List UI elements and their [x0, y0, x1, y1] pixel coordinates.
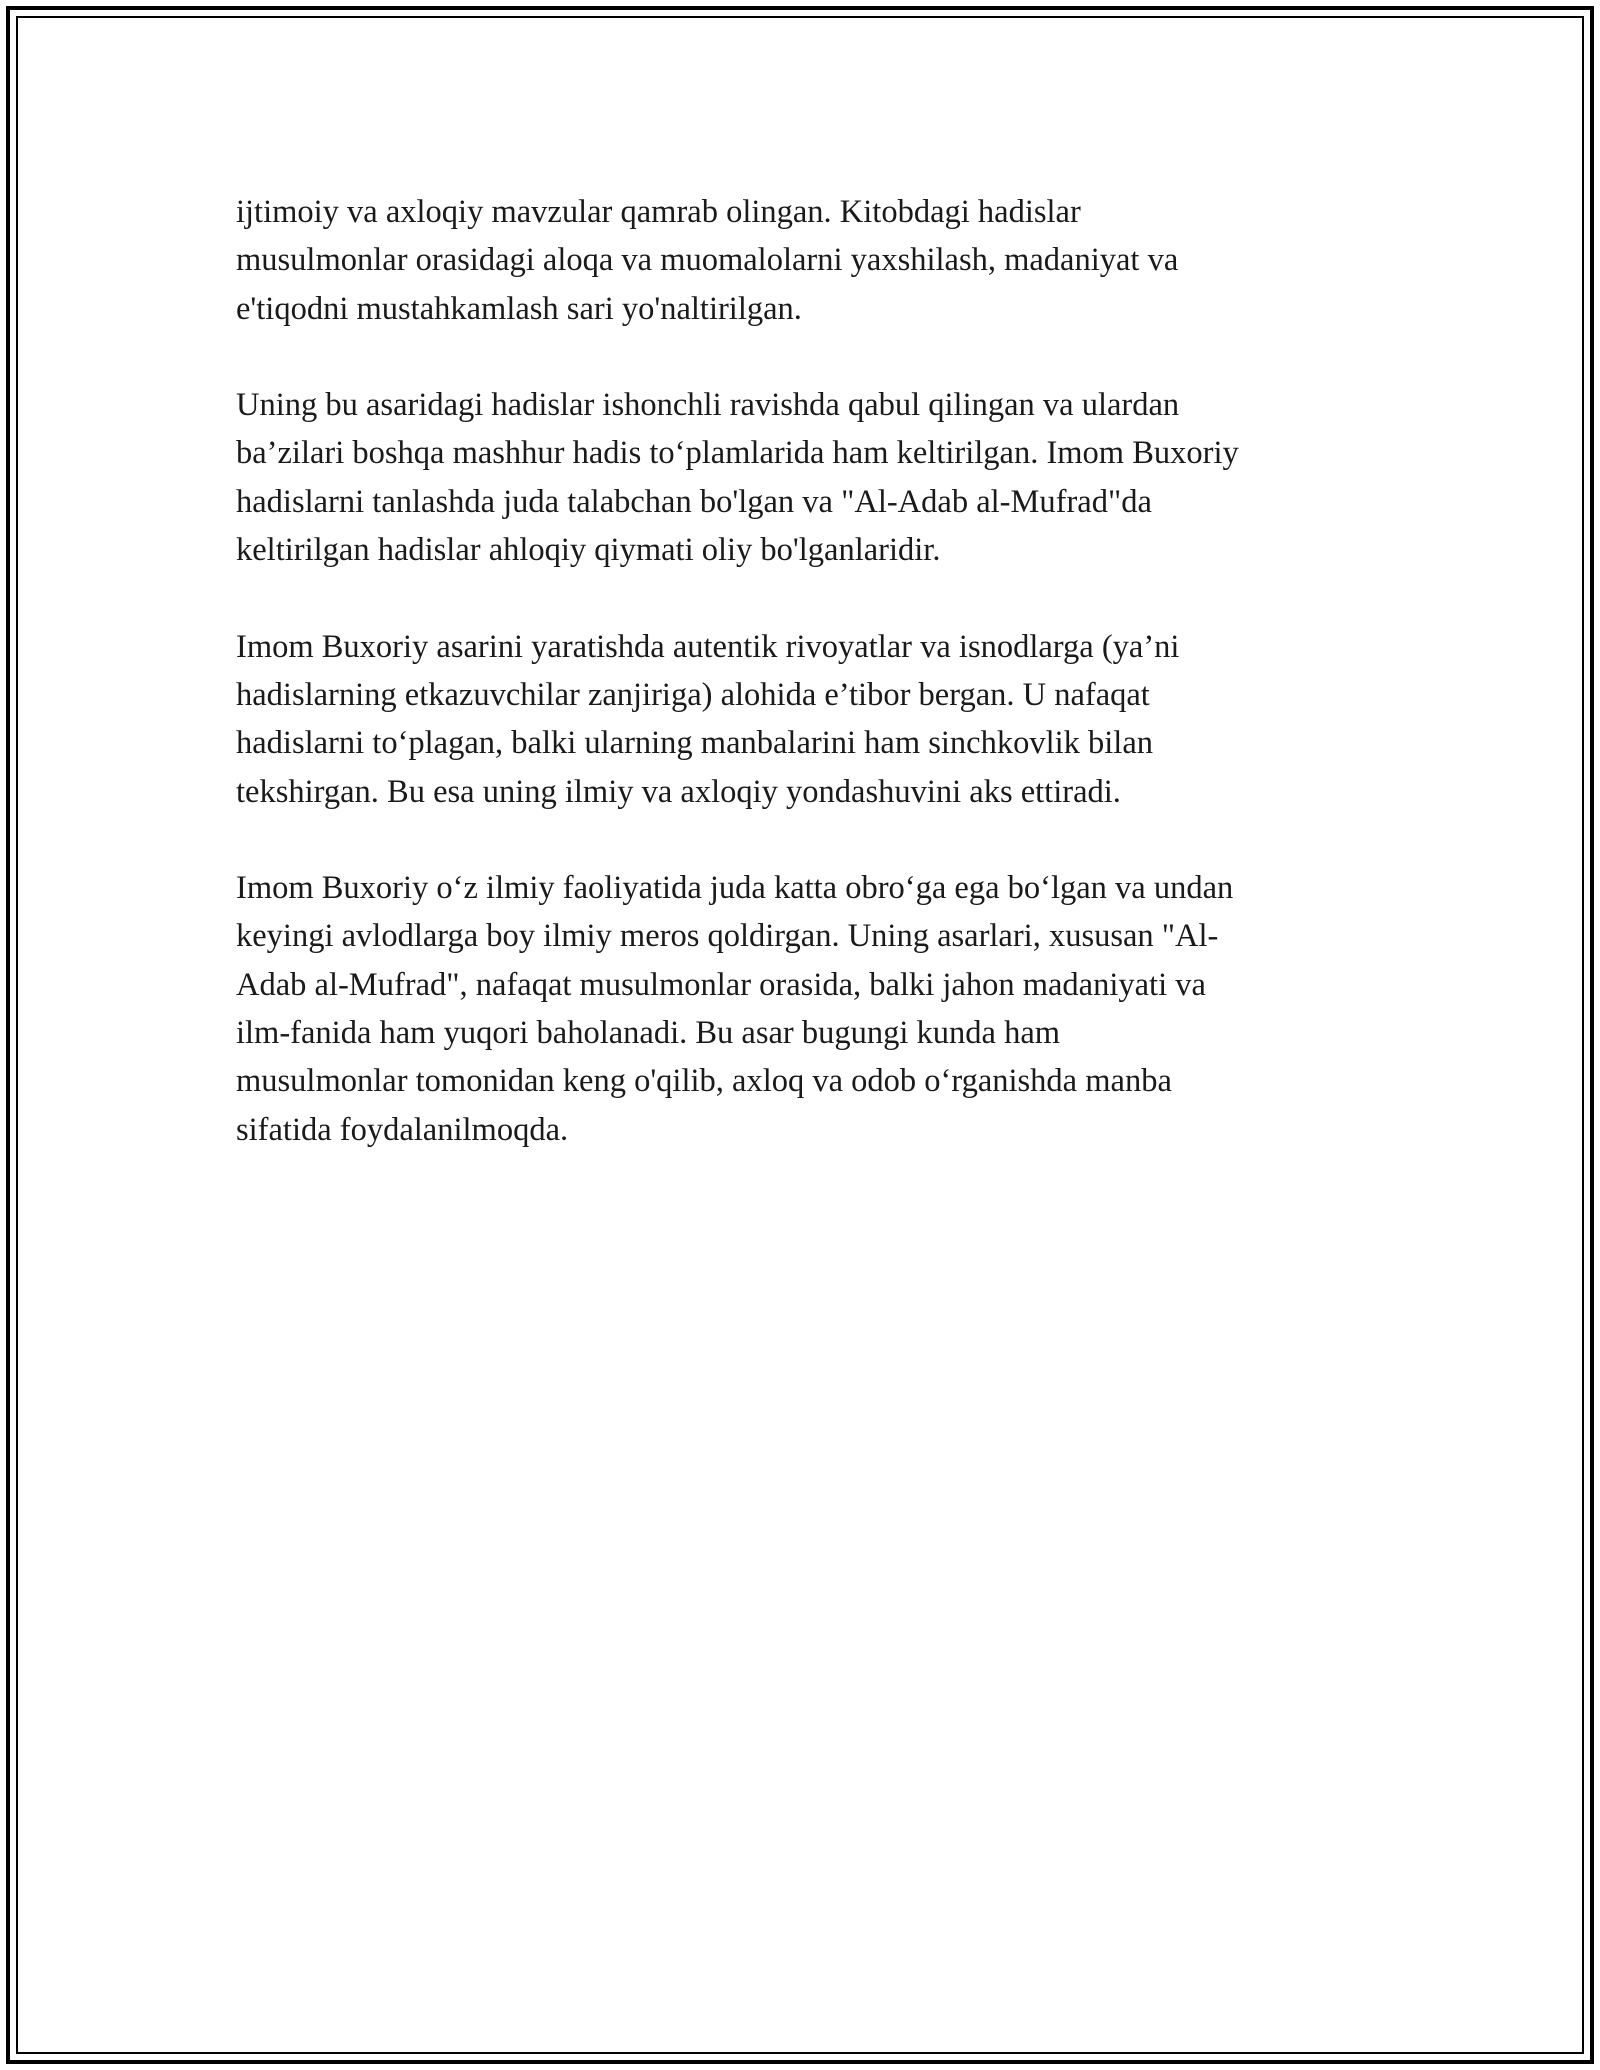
text-line: keyingi avlodlarga boy ilmiy meros qoldirgan. Uning asarlari, xususan "Al-: [236, 918, 1219, 955]
text-line: hadislarning etkazuvchilar zanjiriga) alohida e’tibor bergan. U nafaqat: [236, 676, 1150, 713]
text-line: e'tiqodni mustahkamlash sari yo'naltirilgan.: [236, 290, 802, 327]
text-line: Imom Buxoriy o‘z ilmiy faoliyatida juda katta obro‘ga ega bo‘lgan va undan: [236, 870, 1234, 907]
text-line: Adab al-Mufrad", nafaqat musulmonlar orasida, balki jahon madaniyati va: [236, 966, 1206, 1003]
text-line: musulmonlar orasidagi aloqa va muomalolarni yaxshilash, madaniyat va: [236, 242, 1179, 279]
paragraph-4: [236, 864, 1386, 1154]
text-line: ijtimoiy va axloqiy mavzular qamrab olingan. Kitobdagi hadislar: [236, 194, 1081, 230]
paragraph-2: [236, 381, 1386, 574]
document-body: [236, 188, 1386, 1202]
text-line: hadislarni to‘plagan, balki ularning manbalarini ham sinchkovlik bilan: [236, 725, 1153, 762]
text-line: musulmonlar tomonidan keng o'qilib, axloq va odob o‘rganishda manba: [236, 1063, 1172, 1100]
text-line: ilm-fanida ham yuqori baholanadi. Bu asar bugungi kunda ham: [236, 1015, 1061, 1052]
text-line: Uning bu asaridagi hadislar ishonchli ravishda qabul qilingan va ulardan: [236, 387, 1180, 424]
text-line: keltirilgan hadislar ahloqiy qiymati oliy bo'lganlaridir.: [236, 532, 941, 569]
paragraph-1: [236, 188, 1386, 333]
text-line: sifatida foydalanilmoqda.: [236, 1111, 569, 1148]
text-line: ba’zilari boshqa mashhur hadis to‘plamlarida ham keltirilgan. Imom Buxoriy: [236, 435, 1239, 472]
text-line: tekshirgan. Bu esa uning ilmiy va axloqiy yondashuvini aks ettiradi.: [236, 773, 1121, 810]
text-line: hadislarni tanlashda juda talabchan bo'lgan va "Al-Adab al-Mufrad"da: [236, 483, 1152, 520]
text-line: Imom Buxoriy asarini yaratishda autentik rivoyatlar va isnodlarga (ya’ni: [236, 628, 1180, 665]
paragraph-3: [236, 623, 1386, 816]
